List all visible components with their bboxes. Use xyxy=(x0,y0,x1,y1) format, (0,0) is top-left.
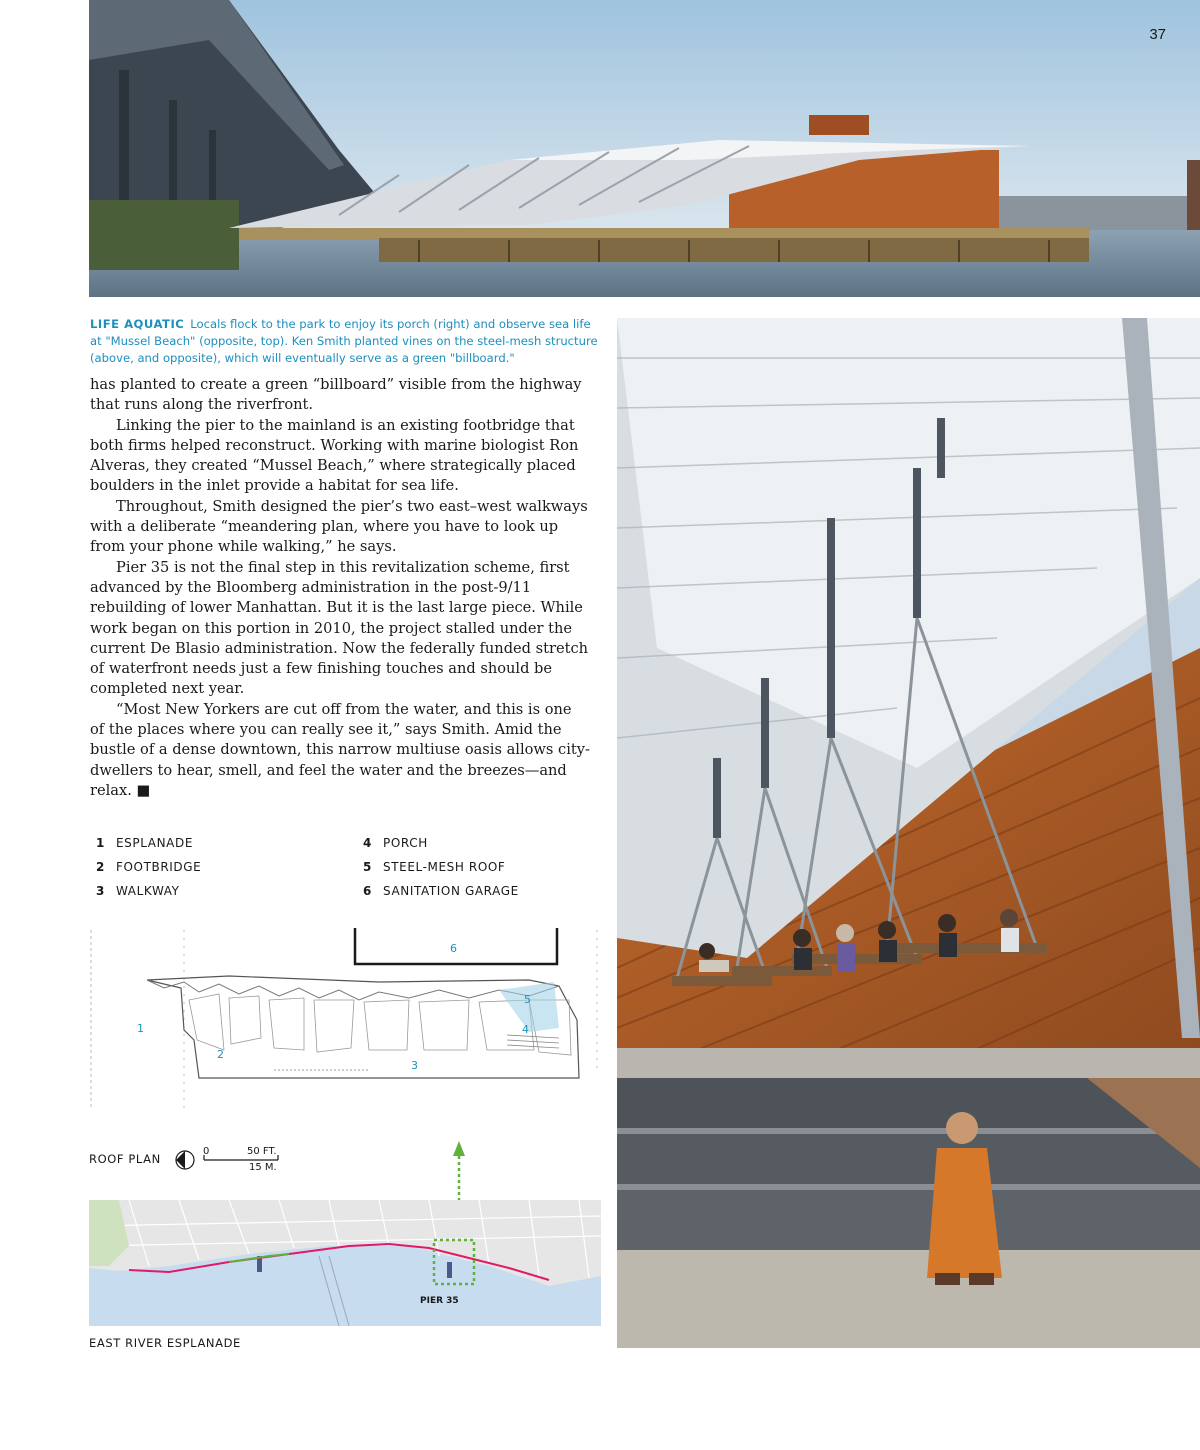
scale-feet: 50 FT. xyxy=(247,1146,277,1157)
body-paragraph: Pier 35 is not the final step in this revitalization scheme, first advanced by the Bloomberg administration in the post-9/11 rebuilding of lower Manhattan. But it is the last large piece. While work began on this portion in 2010, the project stalled under the current De Blasio administration. Now the federally funded stretch of waterfront needs just a few finishing touches and should be completed next year. xyxy=(90,558,589,698)
plan-number-4: 4 xyxy=(522,1023,529,1036)
top-photo xyxy=(89,0,1200,297)
caption-kicker: LIFE AQUATIC xyxy=(90,317,185,331)
legend-item xyxy=(96,884,180,898)
roof-plan-label: ROOF PLAN xyxy=(89,1152,161,1166)
plan-number-5: 5 xyxy=(524,993,531,1006)
body-paragraph: Linking the pier to the mainland is an existing footbridge that both firms helped reconstruct. Working with marine biologist Ron Alveras, they created “Mussel Beach,” where strategically placed boulders in the inlet provide a habitat for sea life. xyxy=(90,416,579,495)
east-river-map xyxy=(89,1136,601,1326)
legend-label: SANITATION GARAGE xyxy=(383,884,519,898)
plan-number-1: 1 xyxy=(137,1022,144,1035)
plan-number-6: 6 xyxy=(450,942,457,955)
legend-label: PORCH xyxy=(383,836,428,850)
body-paragraph: Throughout, Smith designed the pier’s two east–west walkways with a deliberate “meandering plan, where you have to look up from your phone while walking,” he says. xyxy=(90,497,588,556)
pier-35-label: PIER 35 xyxy=(420,1296,459,1306)
legend-label: STEEL-MESH ROOF xyxy=(383,860,506,874)
legend-item xyxy=(363,884,519,898)
legend-item xyxy=(96,836,193,850)
legend-number: 5 xyxy=(363,860,372,874)
legend-item xyxy=(363,836,428,850)
legend-number: 2 xyxy=(96,860,105,874)
pier-photo-illustration xyxy=(89,0,1200,297)
porch-photo-illustration xyxy=(617,318,1200,1348)
plan-number-2: 2 xyxy=(217,1048,224,1061)
legend-item xyxy=(363,860,505,874)
porch-photo xyxy=(617,318,1200,1348)
legend-number: 4 xyxy=(363,836,372,850)
body-paragraph: “Most New Yorkers are cut off from the water, and this is one of the places where you can really see it,” says Smith. Amid the bustle of a dense downtown, this narrow multiuse oasis allows city-dwellers to hear, smell, and feel the water and the breezes—and relax. ■ xyxy=(90,700,590,799)
roof-plan-svg xyxy=(89,920,601,1110)
photo-caption xyxy=(90,316,605,367)
page-number: 37 xyxy=(1149,26,1166,43)
plan-number-3: 3 xyxy=(411,1059,418,1072)
legend-number: 6 xyxy=(363,884,372,898)
legend-label: ESPLANADE xyxy=(116,836,194,850)
caption-text: Locals flock to the park to enjoy its porch (right) and observe sea life at "Mussel Beach" (opposite, top). Ken Smith planted vines on the steel-mesh structure (above, and opposite), which will eventually serve as a green "billboard." xyxy=(90,317,598,365)
legend-number: 3 xyxy=(96,884,105,898)
map-label: EAST RIVER ESPLANADE xyxy=(89,1336,241,1350)
legend-number: 1 xyxy=(96,836,105,850)
article-body xyxy=(90,375,590,801)
legend-label: WALKWAY xyxy=(116,884,180,898)
scale-zero: 0 xyxy=(203,1146,210,1157)
site-map-svg xyxy=(89,1136,601,1326)
legend-item xyxy=(96,860,201,874)
roof-plan-drawing xyxy=(89,920,601,1110)
body-paragraph: has planted to create a green “billboard” visible from the highway that runs along the riverfront. xyxy=(90,376,582,414)
north-arrow-icon xyxy=(453,1141,465,1156)
scale-meters: 15 M. xyxy=(249,1162,277,1173)
legend-label: FOOTBRIDGE xyxy=(116,860,202,874)
